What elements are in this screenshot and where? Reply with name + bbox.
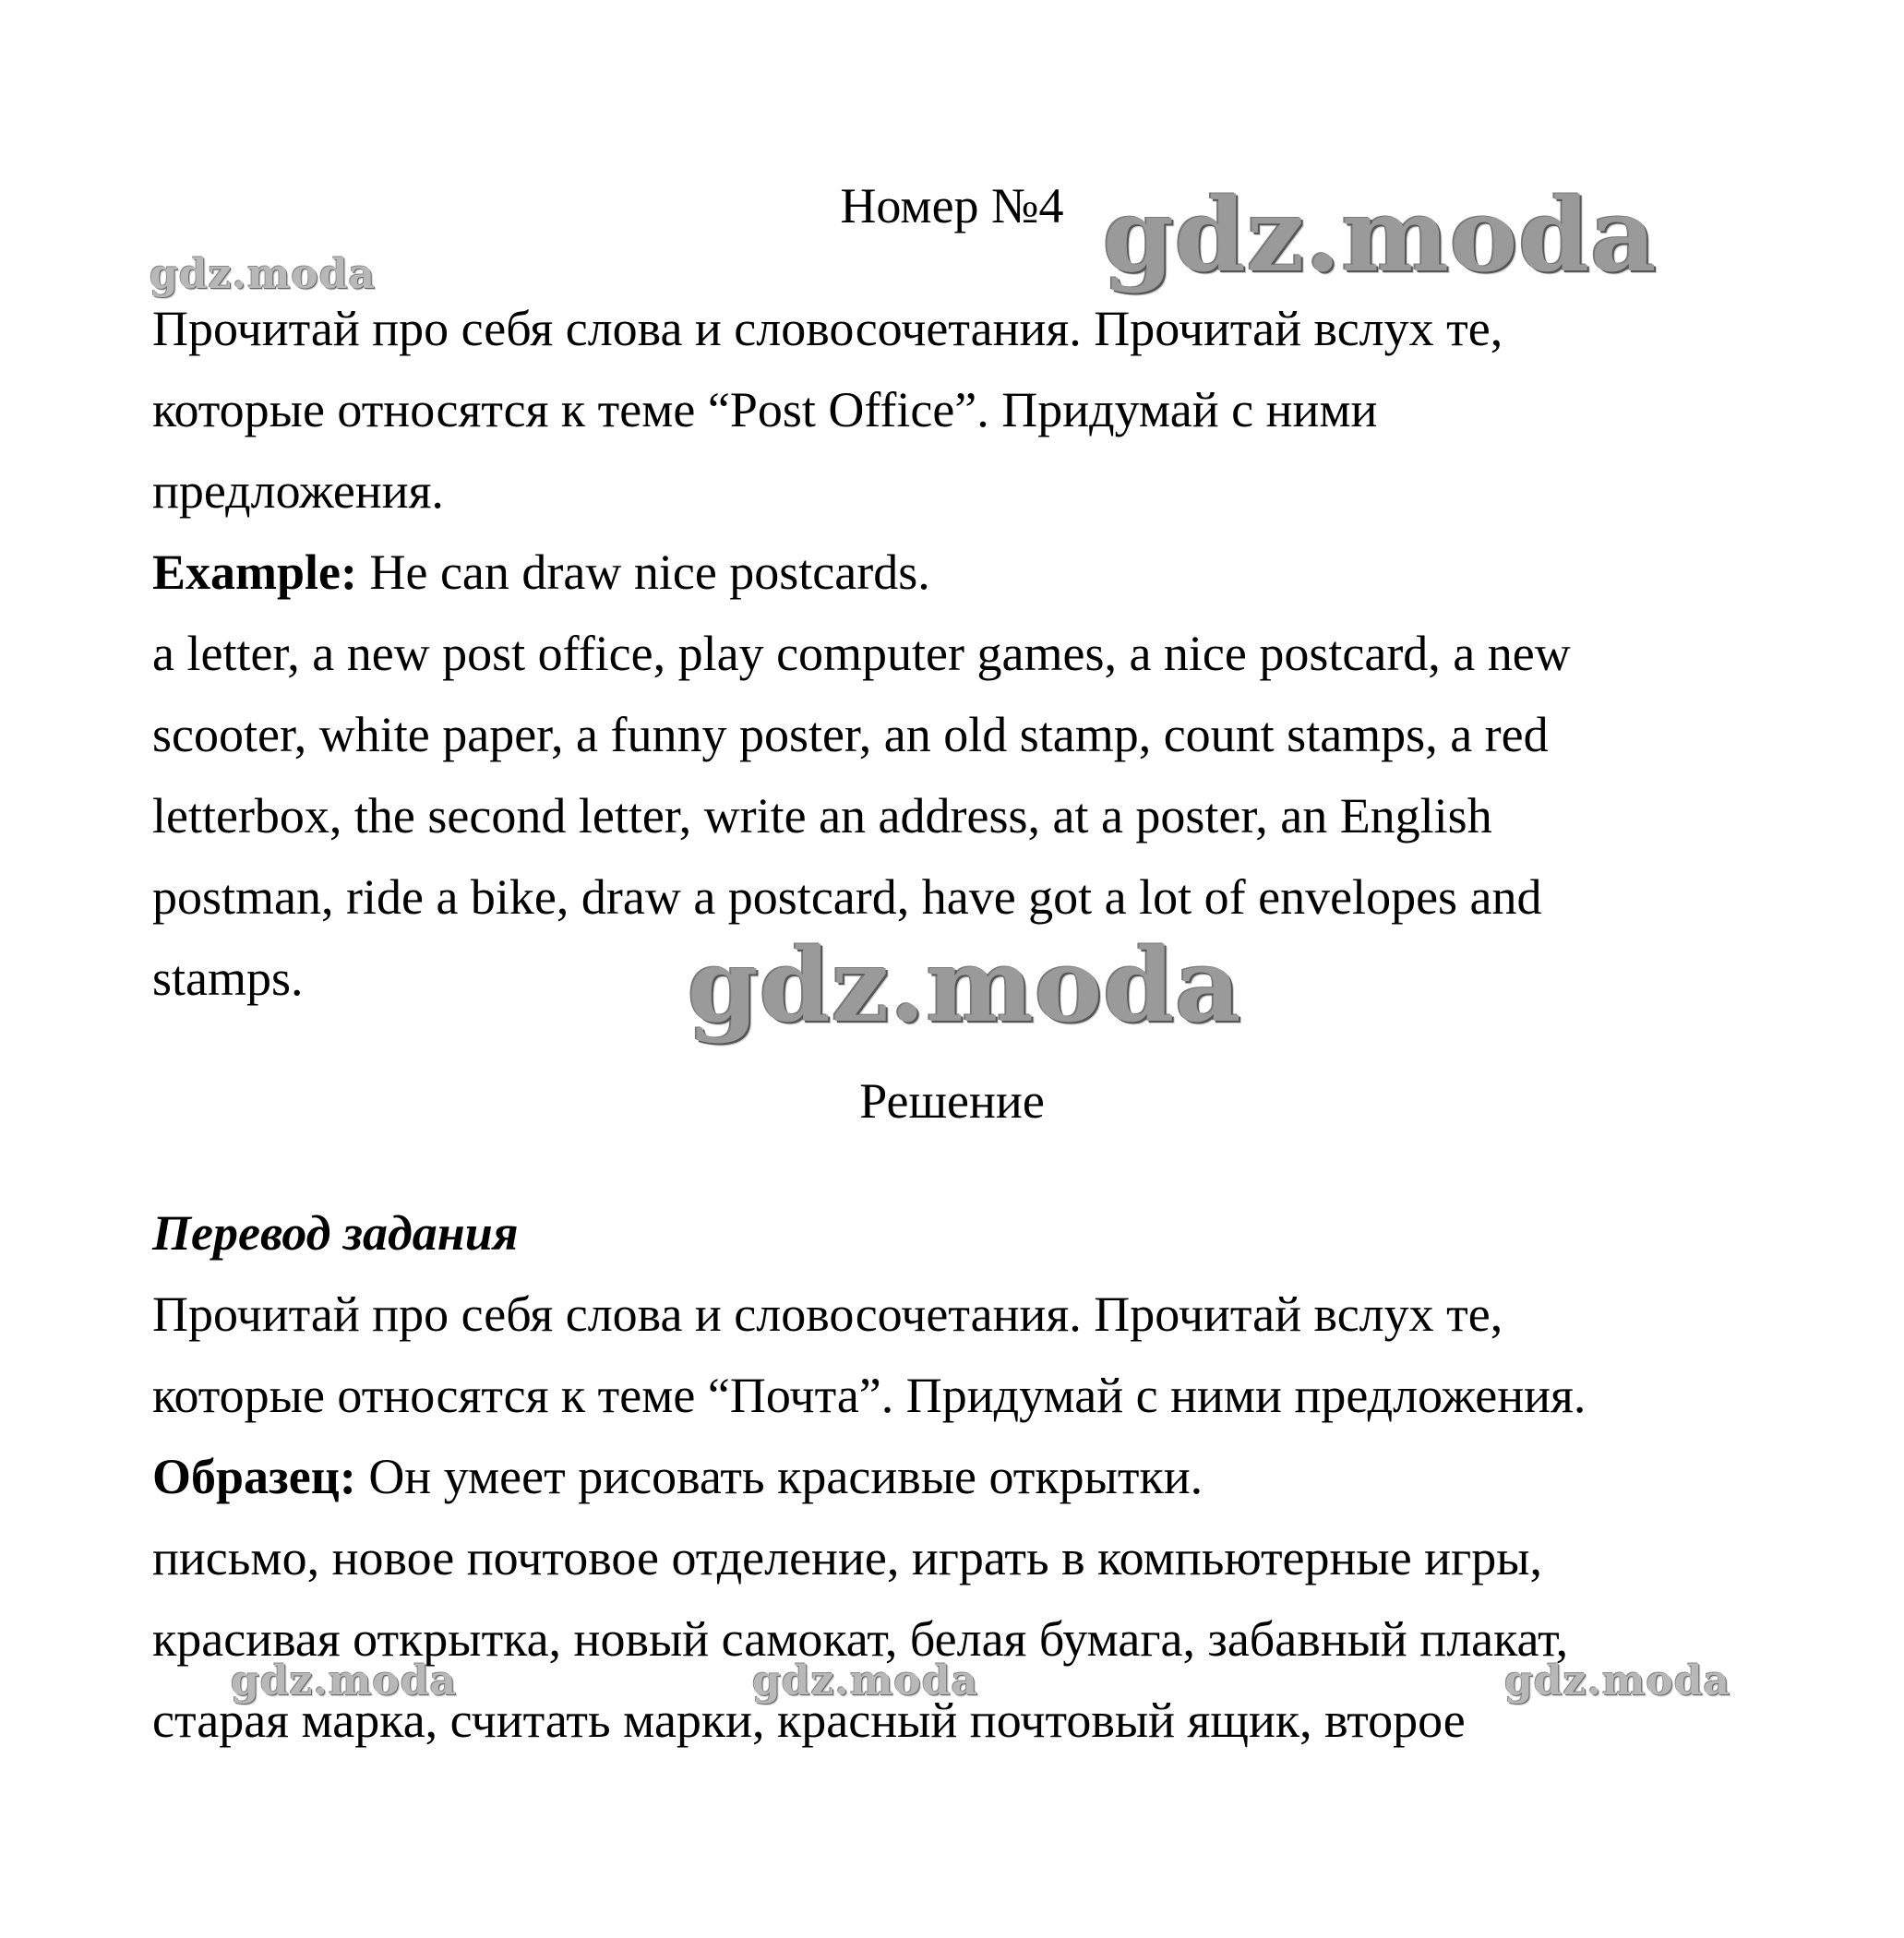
translation-text [152,1192,1777,1761]
example-text: He can draw nice postcards. [357,544,930,600]
translation-word-line: старая марка, считать марки, красный почтовый ящик, второе [152,1693,1466,1748]
task-example [152,532,1777,613]
translation-word-line: письмо, новое почтовое отделение, играть в компьютерные игры, [152,1530,1542,1585]
watermark-logo: gdz.moda [231,1657,458,1705]
example-label: Образец: [152,1449,356,1504]
translation-line: которые относятся к теме “Почта”. Придумай с ними предложения. [152,1368,1587,1423]
watermark-logo: gdz.moda [150,251,377,298]
translation-heading: Перевод задания [152,1205,519,1261]
translation-line: Прочитай про себя слова и словосочетания. Прочитай вслух те, [152,1286,1503,1342]
page-title: Номер №4 [840,178,1064,233]
example-text: Он умеет рисовать красивые открытки. [355,1449,1203,1504]
watermark-logo: gdz.moda [752,1657,979,1705]
word-line: scooter, white paper, a funny poster, an old stamp, count stamps, a red [152,707,1549,762]
task-line: которые относятся к теме “Post Office”. Придумай с ними [152,382,1378,437]
example-label: Example: [152,544,357,600]
watermark-logo: gdz.moda [688,926,1242,1045]
watermark-logo: gdz.moda [1103,175,1658,294]
solution-heading: Решение [859,1073,1045,1129]
word-line: a letter, a new post office, play computer games, a nice postcard, a new [152,626,1571,681]
translation-example [152,1436,1777,1517]
task-text [152,288,1777,1019]
word-line: letterbox, the second letter, write an address, at a poster, an English [152,788,1492,843]
word-line: stamps. [152,951,304,1006]
task-line: предложения. [152,463,444,519]
task-line: Прочитай про себя слова и словосочетания. Прочитай вслух те, [152,301,1503,356]
translation-word-line: красивая открытка, новый самокат, белая бумага, забавный плакат, [152,1611,1569,1667]
watermark-logo: gdz.moda [1504,1657,1731,1705]
word-line: postman, ride a bike, draw a postcard, have got a lot of envelopes and [152,869,1542,925]
